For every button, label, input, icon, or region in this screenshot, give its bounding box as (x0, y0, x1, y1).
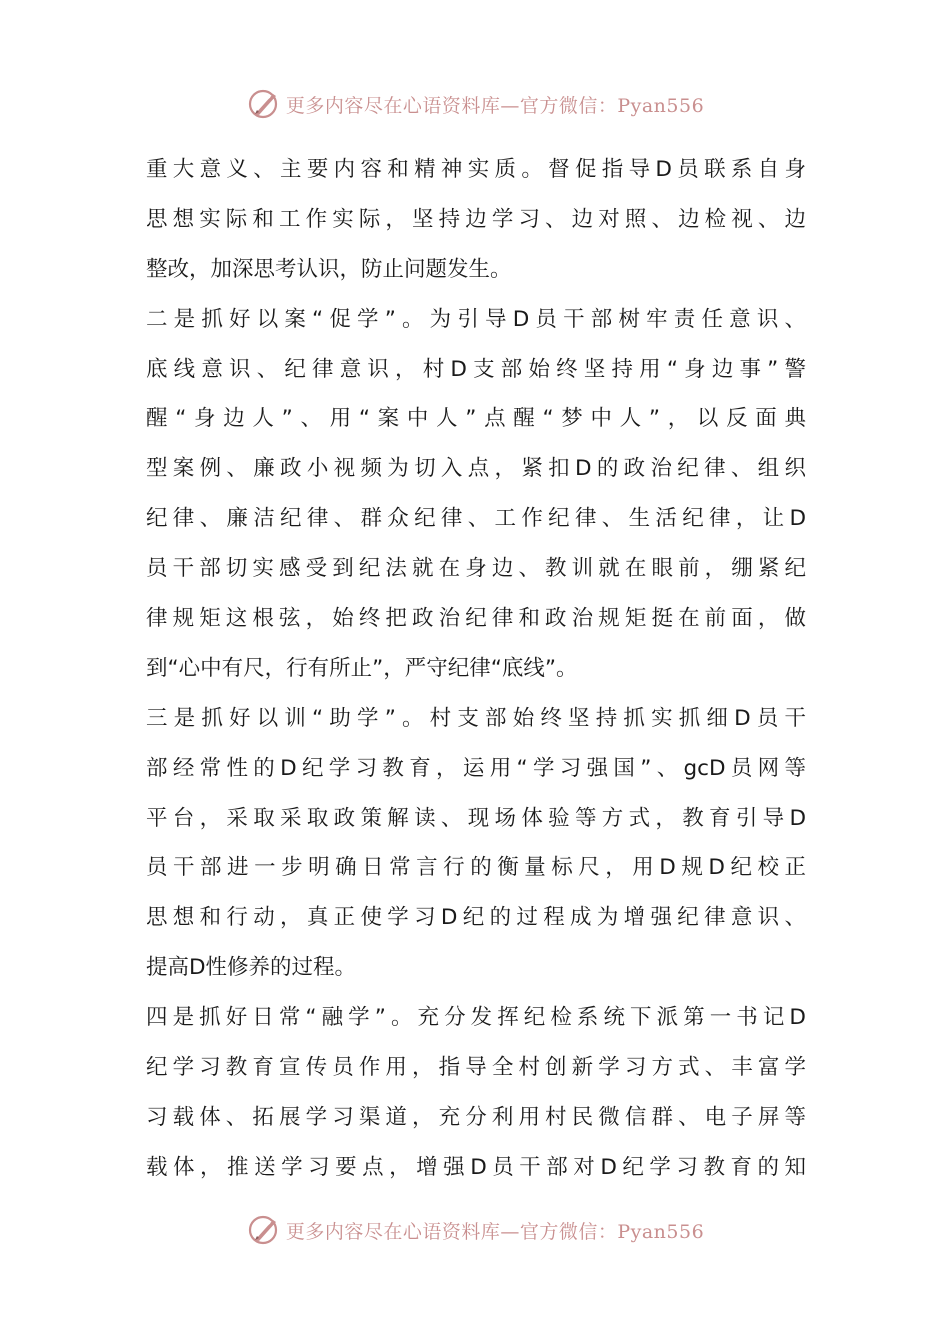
body-text-line: 纪律、廉洁纪律、群众纪律、工作纪律、生活纪律，让D (146, 506, 806, 532)
body-text-line: 到“心中有尺，行有所止”，严守纪律“底线”。 (146, 655, 578, 681)
body-text-line: 型案例、廉政小视频为切入点，紧扣D的政治纪律、组织 (146, 456, 806, 482)
body-text-line: 思想实际和工作实际，坚持边学习、边对照、边检视、边 (146, 206, 806, 232)
quill-pen-logo-icon (246, 1212, 282, 1248)
body-text-line: 底线意识、纪律意识，村D支部始终坚持用“身边事”警 (146, 356, 806, 382)
header-banner (0, 84, 950, 124)
body-text-line: 思想和行动，真正使学习D纪的过程成为增强纪律意识、 (146, 905, 806, 931)
body-text-line: 四是抓好日常“融学”。充分发挥纪检系统下派第一书记D (146, 1005, 806, 1031)
footer-banner (0, 1210, 950, 1250)
body-text-line: 员干部进一步明确日常言行的衡量标尺，用D规D纪校正 (146, 855, 806, 881)
body-text-line: 部经常性的D纪学习教育，运用“学习强国”、gcD员网等 (146, 755, 806, 781)
footer-banner-text: 更多内容尽在心语资料库—官方微信：Pyan556 (285, 1220, 705, 1243)
body-text-line: 载体，推送学习要点，增强D员干部对D纪学习教育的知 (146, 1154, 806, 1180)
body-text-line: 纪学习教育宣传员作用，指导全村创新学习方式、丰富学 (146, 1055, 806, 1081)
quill-pen-logo-icon (246, 86, 282, 122)
body-text-line: 三是抓好以训“助学”。村支部始终坚持抓实抓细D员干 (146, 705, 806, 731)
header-banner-text: 更多内容尽在心语资料库—官方微信：Pyan556 (285, 94, 705, 117)
body-text-line: 提高D性修养的过程。 (146, 955, 357, 981)
body-text-line: 重大意义、主要内容和精神实质。督促指导D员联系自身 (146, 157, 806, 182)
body-text-line: 律规矩这根弦，始终把政治纪律和政治规矩挺在前面，做 (146, 606, 806, 632)
body-text-line: 习载体、拓展学习渠道，充分利用村民微信群、电子屏等 (146, 1104, 806, 1130)
body-text-line: 整改，加深思考认识，防止问题发生。 (146, 256, 512, 282)
body-text-line: 醒“身边人”、用“案中人”点醒“梦中人”，以反面典 (146, 406, 806, 432)
document-body (146, 145, 806, 1193)
body-text-line: 平台，采取采取政策解读、现场体验等方式，教育引导D (146, 805, 806, 831)
body-text-line: 员干部切实感受到纪法就在身边、教训就在眼前，绷紧纪 (146, 556, 806, 582)
body-text-line: 二是抓好以案“促学”。为引导D员干部树牢责任意识、 (146, 306, 806, 332)
